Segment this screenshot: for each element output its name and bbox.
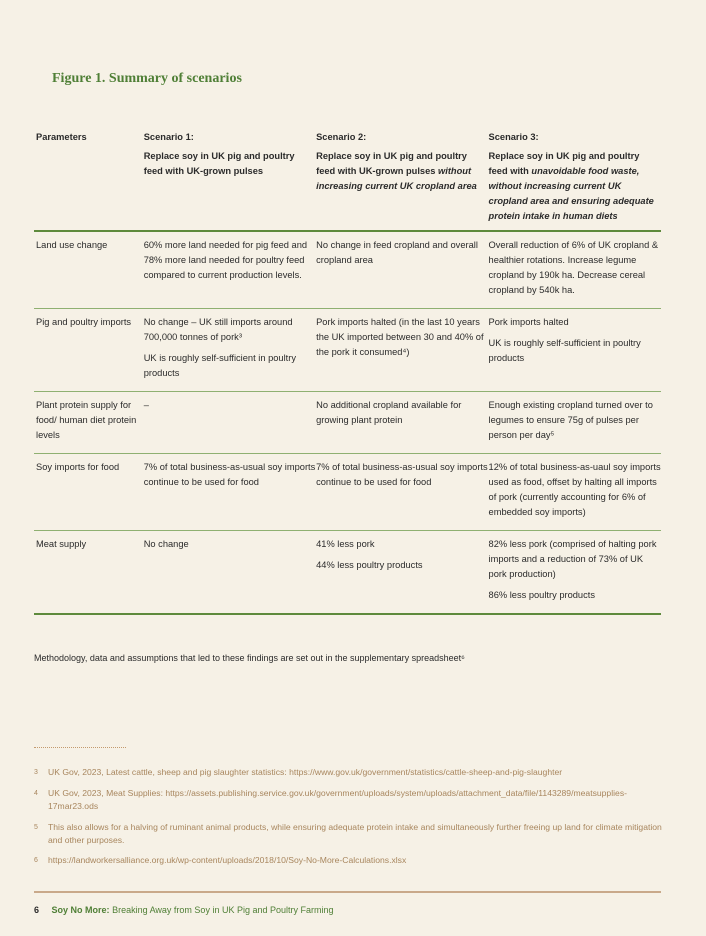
scenario-cell — [144, 531, 316, 615]
footnote — [34, 854, 664, 867]
footnote — [34, 766, 664, 779]
subtitle-fragment: Replace soy in UK pig and poultry feed with — [488, 151, 640, 176]
cell-paragraph: No change – UK still imports around 700,000 tonnes of pork³ — [143, 317, 293, 342]
scenario-cell — [144, 454, 316, 531]
cell-paragraph: Overall reduction of 6% of UK cropland & healthier rotations. Increase legume cropland by 190k ha. Decrease cereal cropland by 540k ha. — [488, 240, 659, 295]
table-row — [34, 309, 661, 392]
column-subtitle — [489, 149, 661, 224]
table-header-row — [34, 130, 661, 231]
footer-rule — [34, 891, 661, 893]
table-row — [34, 392, 661, 454]
scenario-cell — [144, 392, 316, 454]
parameter-cell: Land use change — [36, 240, 108, 250]
cell-paragraph: 12% of total business-as-uaul soy imports used as food, offset by halting all imports of pork (currently accounting for 6% of embedded soy imports) — [488, 462, 661, 517]
footnote — [34, 821, 664, 847]
scenario-cell — [489, 309, 661, 392]
scenario-cell — [316, 392, 488, 454]
header-cell — [34, 130, 144, 231]
publication-title: Breaking Away from Soy in UK Pig and Poultry Farming — [112, 905, 334, 915]
column-title: Scenario 1: — [143, 132, 194, 142]
footnote-number: 3 — [34, 769, 38, 776]
scenario-cell — [144, 231, 316, 309]
scenario-cell — [144, 309, 316, 392]
cell-paragraph: No change — [143, 539, 189, 549]
cell-paragraph: 44% less poultry products — [316, 560, 423, 570]
scenario-cell — [489, 454, 661, 531]
footnote — [34, 787, 664, 813]
table-row — [34, 454, 661, 531]
cell-paragraph: Enough existing cropland turned over to legumes to ensure 75g of pulses per person per day⁵ — [488, 400, 653, 440]
footnote-divider — [34, 747, 126, 748]
parameter-cell: Soy imports for food — [36, 462, 120, 472]
header-cell — [316, 130, 488, 231]
footnote-text: This also allows for a halving of ruminant animal products, while ensuring adequate protein intake and simultaneously further freeing up land for climate mitigation and other purposes. — [48, 822, 662, 845]
parameter-cell: Plant protein supply for food/ human diet protein levels — [36, 400, 137, 440]
table-row — [34, 531, 661, 615]
footnote-number: 4 — [34, 790, 38, 797]
figure-title: Figure 1. Summary of scenarios — [52, 71, 242, 86]
header-cell — [489, 130, 661, 231]
subtitle-fragment: without increasing current UK cropland area — [316, 166, 477, 191]
subtitle-fragment: unavoidable food waste, without increasing current UK cropland area and ensuring adequate protein intake in human diets — [488, 166, 654, 221]
cell-paragraph: 82% less pork (comprised of halting pork imports and a reduction of 73% of UK pork production) — [488, 539, 657, 579]
scenarios-table — [34, 130, 661, 615]
column-title: Scenario 2: — [316, 132, 367, 142]
footnote-number: 6 — [34, 857, 38, 864]
page-footer — [34, 905, 334, 915]
methodology-note: Methodology, data and assumptions that led to these findings are set out in the supplementary spreadsheet⁶ — [34, 653, 465, 663]
publication-brand: Soy No More: — [51, 905, 110, 915]
table-row — [34, 231, 661, 309]
parameter-cell: Meat supply — [36, 539, 87, 549]
scenario-cell — [316, 231, 488, 309]
cell-paragraph: 7% of total business-as-usual soy imports continue to be used for food — [316, 462, 488, 487]
cell-paragraph: Pork imports halted — [488, 317, 569, 327]
cell-paragraph: Pork imports halted (in the last 10 years the UK imported between 30 and 40% of the pork it consumed⁴) — [316, 317, 484, 357]
column-title: Parameters — [36, 132, 87, 142]
scenario-cell — [489, 531, 661, 615]
scenario-cell — [489, 231, 661, 309]
cell-paragraph: No additional cropland available for growing plant protein — [316, 400, 462, 425]
subtitle-fragment: Replace soy in UK pig and poultry feed with UK-grown pulses — [143, 151, 295, 176]
parameter-cell: Pig and poultry imports — [36, 317, 132, 327]
cell-paragraph: 86% less poultry products — [488, 590, 595, 600]
footnote-text[interactable]: UK Gov, 2023, Latest cattle, sheep and pig slaughter statistics: https://www.gov.uk/government/statistics/cattle-sheep-and-pig-slaughter — [48, 767, 563, 777]
cell-paragraph: UK is roughly self-sufficient in poultry products — [143, 353, 296, 378]
cell-paragraph: 7% of total business-as-usual soy imports continue to be used for food — [143, 462, 316, 487]
footnote-text[interactable]: https://landworkersalliance.org.uk/wp-content/uploads/2018/10/Soy-No-More-Calculations.xlsx — [48, 855, 407, 865]
cell-paragraph: 60% more land needed for pig feed and 78% more land needed for poultry feed compared to current production levels. — [143, 240, 308, 280]
cell-paragraph: UK is roughly self-sufficient in poultry products — [488, 338, 641, 363]
table-body — [34, 231, 661, 614]
cell-paragraph: 41% less pork — [316, 539, 375, 549]
page-number: 6 — [34, 905, 40, 915]
scenario-cell — [316, 531, 488, 615]
scenario-cell — [489, 392, 661, 454]
subtitle-fragment: Replace soy in UK pig and poultry feed with UK-grown pulses — [316, 151, 467, 176]
footnote-number: 5 — [34, 824, 38, 831]
column-subtitle — [144, 149, 316, 179]
column-title: Scenario 3: — [488, 132, 539, 142]
column-subtitle — [316, 149, 488, 194]
footnote-text[interactable]: UK Gov, 2023, Meat Supplies: https://assets.publishing.service.gov.uk/government/uploads/system/uploads/attachment_data/file/1143289/meatsupplies-17mar23.ods — [48, 788, 627, 811]
cell-paragraph: No change in feed cropland and overall cropland area — [316, 240, 478, 265]
scenario-cell — [316, 309, 488, 392]
scenario-cell — [316, 454, 488, 531]
header-cell — [144, 130, 316, 231]
cell-paragraph: – — [143, 400, 149, 410]
